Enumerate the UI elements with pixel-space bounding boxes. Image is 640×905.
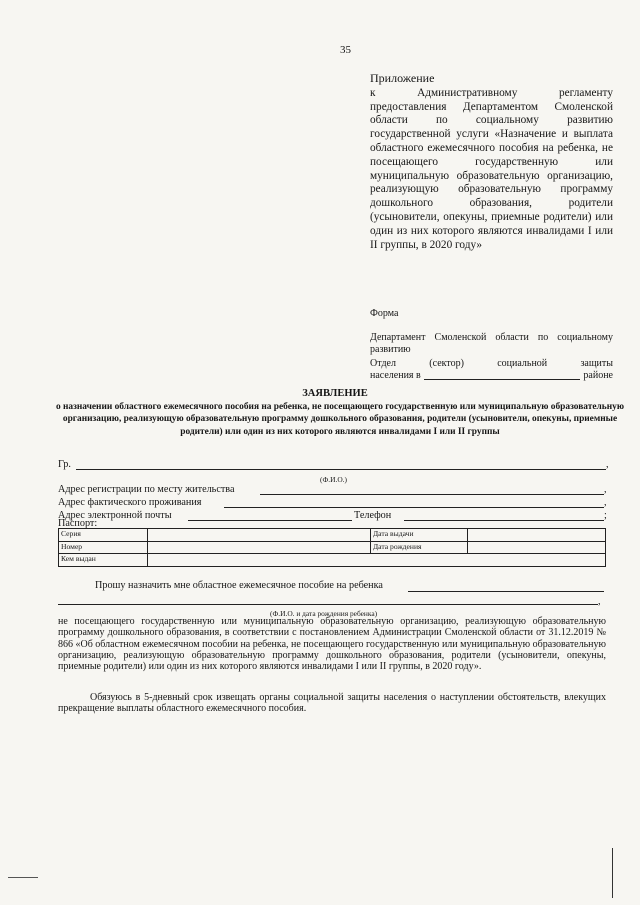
request-text: Прошу назначить мне областное ежемесячное пособие на ребенка xyxy=(95,580,383,591)
department-region-prefix: населения в xyxy=(370,370,421,381)
table-row xyxy=(59,554,606,567)
passport-issue-date-label: Дата выдачи xyxy=(371,529,468,542)
department-region-field[interactable] xyxy=(424,370,581,380)
actual-address-field[interactable] xyxy=(224,507,604,508)
birth-date-field[interactable] xyxy=(468,541,606,554)
email-label: Адрес электронной почты xyxy=(58,510,172,521)
punct-comma: , xyxy=(604,484,607,495)
request-paragraph: не посещающего государственную или муниципальную образовательную организацию, реализующую образовательную программу дошкольного образования, в соответствии с постановлением Администрации Смоленской области от 31.12.2019 № 866 «Об областном ежемесячном пособии на ребенка, не посещающего государственную или муниципальную образовательную организацию, реализующую образовательную программу дошкольного образования, родители (усыновители, опекуны, приемные родители) или один из них которого являются инвалидами I или II группы, в 2020 году». xyxy=(58,616,606,673)
actual-address-label: Адрес фактического проживания xyxy=(58,497,202,508)
passport-issued-by-field[interactable] xyxy=(148,554,606,567)
document-title: ЗАЯВЛЕНИЕ xyxy=(302,388,368,399)
passport-label: Паспорт: xyxy=(58,518,98,529)
fio-caption: (Ф.И.О.) xyxy=(320,475,347,484)
margin-mark xyxy=(612,848,613,898)
phone-field[interactable] xyxy=(404,520,604,521)
appendix-block xyxy=(370,72,613,252)
applicant-name-field[interactable] xyxy=(76,469,606,470)
appendix-text: к Административному регламенту предоставления Департаментом Смоленской области по социальному развитию государственной услуги «Назначение и выплата областного ежемесячного пособия на ребенка, не посещающего государственную или муниципальную образовательную организацию, реализующую образовательную программу дошкольного образования, родители (усыновители, опекуны, приемные родители) или один из них которого являются инвалидами I или II группы, в 2020 году» xyxy=(370,86,613,251)
appendix-title: Приложение xyxy=(370,71,435,85)
passport-series-field[interactable] xyxy=(148,529,371,542)
passport-table xyxy=(58,528,606,567)
child-name-field[interactable] xyxy=(408,591,604,592)
department-name: Департамент Смоленской области по социальному развитию xyxy=(370,332,613,355)
department-word: социальной xyxy=(497,358,548,369)
scan-mark xyxy=(8,877,38,878)
passport-number-label: Номер xyxy=(59,541,148,554)
department-row-1 xyxy=(370,358,613,370)
passport-series-label: Серия xyxy=(59,529,148,542)
obligation-paragraph: Обязуюсь в 5-дневный срок извещать органы социальной защиты населения о наступлении обстоятельств, влекущих прекращение выплаты областного ежемесячного пособия. xyxy=(58,692,606,715)
punct-comma: , xyxy=(604,497,607,508)
department-word: защиты xyxy=(580,358,613,369)
passport-issued-by-label: Кем выдан xyxy=(59,554,148,567)
registration-address-label: Адрес регистрации по месту жительства xyxy=(58,484,235,495)
department-region-suffix: районе xyxy=(583,370,613,381)
table-row xyxy=(59,541,606,554)
passport-issue-date-field[interactable] xyxy=(468,529,606,542)
registration-address-field[interactable] xyxy=(260,494,604,495)
page-number: 35 xyxy=(340,44,351,56)
table-row xyxy=(59,529,606,542)
department-row-2 xyxy=(370,370,613,382)
gr-label: Гр. xyxy=(58,459,71,470)
passport-number-field[interactable] xyxy=(148,541,371,554)
phone-label: Телефон xyxy=(354,510,392,521)
birth-date-label: Дата рождения xyxy=(371,541,468,554)
department-word: (сектор) xyxy=(429,358,464,369)
document-subtitle: о назначении областного ежемесячного пособия на ребенка, не посещающего государственную или муниципальную образовательную организацию, реализующую образовательную программу дошкольного образования, родители (усыновители, опекуны, приемные родители) или один из них которого являются инвалидами I или II группы xyxy=(56,402,624,437)
department-word: Отдел xyxy=(370,358,396,369)
punct-semicolon: ; xyxy=(604,510,607,521)
punct-comma: , xyxy=(598,596,601,607)
form-label: Форма xyxy=(370,308,399,319)
child-caption: (Ф.И.О. и дата рождения ребенка) xyxy=(270,609,378,618)
child-name-field-continued[interactable] xyxy=(58,604,598,605)
email-field[interactable] xyxy=(188,520,352,521)
punct-comma: , xyxy=(606,459,609,470)
